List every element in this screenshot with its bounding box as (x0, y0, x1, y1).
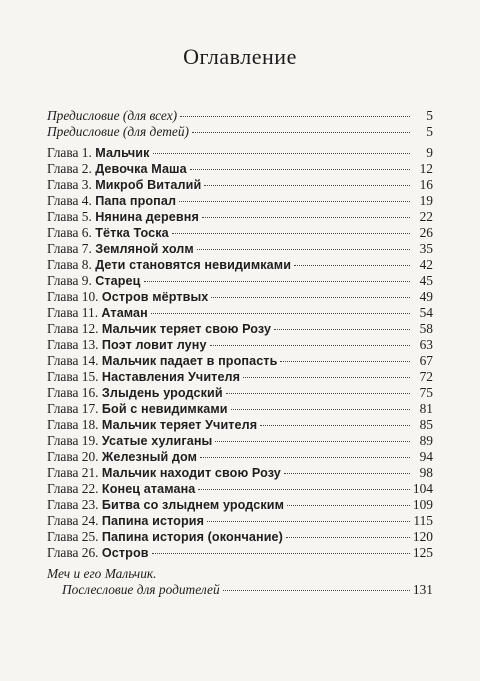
toc-entry-chapter[interactable] (47, 497, 433, 513)
toc-page-number: 63 (419, 337, 433, 352)
chapter-number: Глава 23. (47, 497, 99, 512)
chapter-title: Мальчик теряет Учителя (101, 418, 258, 432)
dot-leader (202, 217, 410, 218)
chapter-number: Глава 3. (47, 177, 92, 192)
dot-leader (287, 505, 410, 506)
chapter-title: Папина история (101, 514, 205, 528)
chapter-title: Старец (95, 274, 141, 288)
toc-entry-chapter[interactable] (47, 209, 433, 225)
toc-page-number: 45 (419, 273, 433, 288)
chapter-title: Земляной холм (95, 242, 194, 256)
toc-page-number: 42 (419, 257, 433, 272)
chapter-number: Глава 10. (47, 289, 99, 304)
dot-leader (207, 521, 410, 522)
toc-entry-chapter[interactable] (47, 305, 433, 321)
chapter-title: Поэт ловит луну (101, 338, 207, 352)
toc-entry-label: Предисловие (для всех) (47, 108, 178, 123)
chapter-title: Мальчик находит свою Розу (101, 466, 281, 480)
chapter-title: Злыдень уродский (101, 386, 223, 400)
toc-entry-chapter[interactable] (47, 225, 433, 241)
chapter-number: Глава 1. (47, 145, 92, 160)
toc-entry-chapter[interactable] (47, 321, 433, 337)
dot-leader (152, 553, 410, 554)
chapter-title: Атаман (101, 306, 148, 320)
toc-entry-chapter[interactable] (47, 145, 433, 161)
toc-page-number: 120 (412, 529, 433, 544)
chapter-number: Глава 12. (47, 321, 99, 336)
toc-page-number: 75 (419, 385, 433, 400)
toc-entry-preface-children[interactable] (47, 124, 433, 140)
chapter-number: Глава 11. (47, 305, 99, 320)
toc-page-number: 35 (419, 241, 433, 256)
chapter-title: Папа пропал (95, 194, 177, 208)
chapter-number: Глава 6. (47, 225, 92, 240)
dot-leader (179, 201, 410, 202)
toc-entry-label: Послесловие для родителей (62, 582, 220, 597)
toc-page-number: 54 (419, 305, 433, 320)
dot-leader (144, 281, 410, 282)
dot-leader (192, 132, 410, 133)
dot-leader (260, 425, 410, 426)
chapter-title: Остров (101, 546, 149, 560)
toc-entry-chapter[interactable] (47, 241, 433, 257)
page-title: Оглавление (183, 44, 297, 69)
chapter-number: Глава 22. (47, 481, 99, 496)
dot-leader (223, 590, 410, 591)
toc-entry-chapter[interactable] (47, 289, 433, 305)
toc-entry-chapter[interactable] (47, 481, 433, 497)
dot-leader (190, 169, 410, 170)
chapter-title: Усатые хулиганы (101, 434, 213, 448)
chapter-title: Тётка Тоска (95, 226, 169, 240)
toc-entry-chapter[interactable] (47, 433, 433, 449)
toc-entry-chapter[interactable] (47, 369, 433, 385)
chapter-number: Глава 14. (47, 353, 99, 368)
toc-page-number: 49 (419, 289, 433, 304)
toc-entry-chapter[interactable] (47, 401, 433, 417)
chapter-number: Глава 8. (47, 257, 92, 272)
toc-entry-chapter[interactable] (47, 273, 433, 289)
toc-entry-afterword[interactable] (62, 582, 433, 598)
toc-page-number: 109 (412, 497, 433, 512)
chapter-number: Глава 4. (47, 193, 92, 208)
toc-page-number: 94 (419, 449, 433, 464)
chapter-number: Глава 13. (47, 337, 99, 352)
toc-entry-chapter[interactable] (47, 513, 433, 529)
chapter-title: Железный дом (101, 450, 198, 464)
dot-leader (280, 361, 410, 362)
dot-leader (172, 233, 410, 234)
chapter-title: Битва со злыднем уродским (101, 498, 284, 512)
dot-leader (151, 313, 410, 314)
dot-leader (243, 377, 410, 378)
dot-leader (210, 345, 410, 346)
toc-entry-chapter[interactable] (47, 545, 433, 561)
toc-entry-chapter[interactable] (47, 193, 433, 209)
afterword-header (47, 566, 433, 582)
chapter-title: Мальчик падает в пропасть (101, 354, 278, 368)
toc-page-number: 5 (426, 124, 433, 139)
chapter-number: Глава 21. (47, 465, 99, 480)
toc-entry-chapter[interactable] (47, 465, 433, 481)
toc-page-number: 12 (419, 161, 433, 176)
chapter-number: Глава 19. (47, 433, 99, 448)
chapter-title: Остров мёртвых (101, 290, 209, 304)
toc-entry-chapter[interactable] (47, 353, 433, 369)
dot-leader (198, 489, 410, 490)
toc-page-number: 89 (419, 433, 433, 448)
toc-entry-chapter[interactable] (47, 337, 433, 353)
toc-entry-chapter[interactable] (47, 417, 433, 433)
toc-entry-chapter[interactable] (47, 529, 433, 545)
chapter-title: Мальчик (95, 146, 150, 160)
chapter-number: Глава 15. (47, 369, 99, 384)
chapter-number: Глава 9. (47, 273, 92, 288)
toc-page-number: 19 (419, 193, 433, 208)
chapter-number: Глава 20. (47, 449, 99, 464)
dot-leader (211, 297, 410, 298)
toc-entry-chapter[interactable] (47, 161, 433, 177)
chapter-number: Глава 17. (47, 401, 99, 416)
dot-leader (180, 116, 410, 117)
toc-page-number: 131 (412, 582, 433, 597)
dot-leader (294, 265, 410, 266)
chapter-number: Глава 2. (47, 161, 92, 176)
toc-page-number: 9 (426, 145, 433, 160)
toc-page-number: 115 (413, 513, 433, 528)
afterword-header-text: Меч и его Мальчик. (47, 566, 157, 581)
chapter-title: Наставления Учителя (101, 370, 241, 384)
toc-entry-label: Предисловие (для детей) (47, 124, 190, 139)
dot-leader (226, 393, 410, 394)
toc-entry-preface-all[interactable] (47, 108, 433, 124)
dot-leader (204, 185, 410, 186)
dot-leader (153, 153, 410, 154)
chapter-title: Бой с невидимками (101, 402, 228, 416)
toc-page-number: 22 (419, 209, 433, 224)
dot-leader (274, 329, 410, 330)
toc-page-number: 125 (412, 545, 433, 560)
chapter-title: Мальчик теряет свою Розу (101, 322, 272, 336)
toc-entry-chapter[interactable] (47, 177, 433, 193)
chapter-number: Глава 7. (47, 241, 92, 256)
toc-entry-chapter[interactable] (47, 449, 433, 465)
dot-leader (286, 537, 410, 538)
chapter-number: Глава 24. (47, 513, 99, 528)
toc-page-number: 81 (419, 401, 433, 416)
toc-entry-chapter[interactable] (47, 257, 433, 273)
toc-page-number: 85 (419, 417, 433, 432)
toc-page-number: 26 (419, 225, 433, 240)
chapter-title: Микроб Виталий (95, 178, 202, 192)
dot-leader (197, 249, 410, 250)
toc-page-number: 16 (419, 177, 433, 192)
chapter-title: Дети становятся невидимками (95, 258, 292, 272)
chapter-number: Глава 26. (47, 545, 99, 560)
chapter-title: Конец атамана (101, 482, 196, 496)
chapter-title: Девочка Маша (95, 162, 187, 176)
dot-leader (215, 441, 410, 442)
dot-leader (231, 409, 410, 410)
toc-page-number: 104 (412, 481, 433, 496)
chapter-title: Папина история (окончание) (101, 530, 283, 544)
dot-leader (200, 457, 410, 458)
toc-entry-chapter[interactable] (47, 385, 433, 401)
toc-page-number: 67 (419, 353, 433, 368)
toc-page-number: 98 (419, 465, 433, 480)
toc-page-number: 5 (426, 108, 433, 123)
chapter-number: Глава 25. (47, 529, 99, 544)
chapter-number: Глава 18. (47, 417, 99, 432)
chapter-number: Глава 5. (47, 209, 92, 224)
chapter-title: Нянина деревня (95, 210, 199, 224)
dot-leader (284, 473, 410, 474)
chapter-number: Глава 16. (47, 385, 99, 400)
toc-page-number: 72 (419, 369, 433, 384)
toc-page-number: 58 (419, 321, 433, 336)
